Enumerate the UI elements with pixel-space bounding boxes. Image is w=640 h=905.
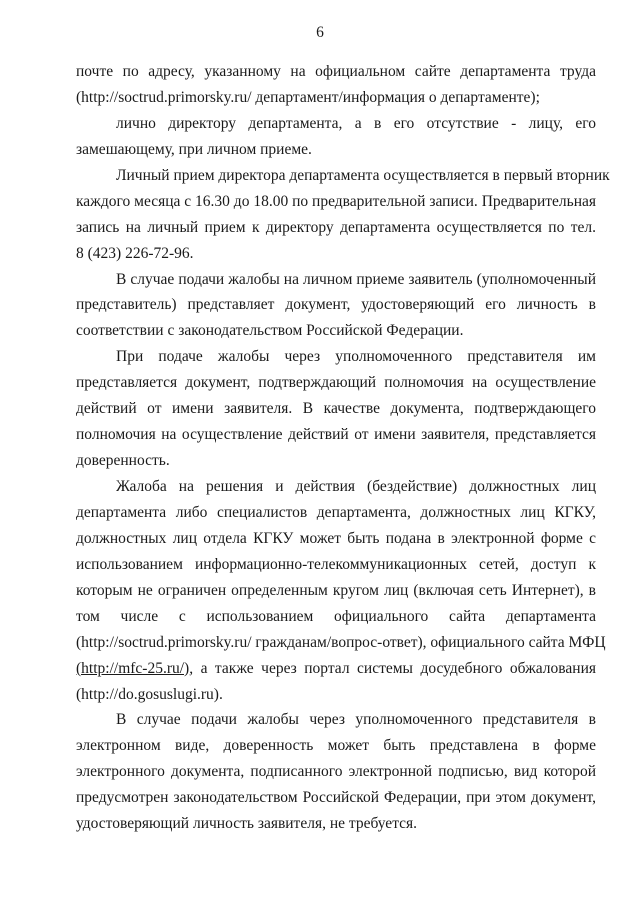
text-line: (http://soctrud.primorsky.ru/ гражданам/вопрос-ответ), официального сайта МФЦ xyxy=(76,633,606,651)
text-fragment: , а также через портал системы досудебного обжалования xyxy=(189,659,596,677)
text-line: департамента либо специалистов департамента, должностных лиц КГКУ, xyxy=(76,503,596,521)
text-line: электронном виде, доверенность может быть представлена в форме xyxy=(76,737,596,755)
document-body xyxy=(76,59,610,837)
text-line: почте по адресу, указанному на официальном сайте департамента труда xyxy=(76,63,596,80)
text-line: В случае подачи жалобы через уполномоченного представителя в xyxy=(116,711,596,729)
text-line: 8 (423) 226-72-96. xyxy=(76,244,194,262)
text-line: замешающему, при личном приеме. xyxy=(76,140,312,158)
text-line: представляется документ, подтверждающий полномочия на осуществление xyxy=(76,374,596,392)
text-line: лично директору департамента, а в его отсутствие - лицу, его xyxy=(116,114,596,132)
text-line: При подаче жалобы через уполномоченного представителя им xyxy=(116,348,596,366)
page-number: 6 xyxy=(316,24,324,41)
text-line: действий от имени заявителя. В качестве документа, подтверждающего xyxy=(76,400,596,418)
text-line: (http://do.gosuslugi.ru). xyxy=(76,685,223,703)
text-line: Жалоба на решения и действия (бездействие) должностных лиц xyxy=(116,478,596,495)
text-line: доверенность. xyxy=(76,452,170,470)
text-line: предусмотрен законодательством Российской Федерации, при этом документ, xyxy=(76,789,596,807)
text-line: использованием информационно-телекоммуникационных сетей, доступ к xyxy=(76,555,596,573)
text-line: том числе с использованием официального сайта департамента xyxy=(76,607,596,625)
text-line: каждого месяца с 16.30 до 18.00 по предварительной записи. Предварительная xyxy=(76,192,596,210)
text-line: должностных лиц отдела КГКУ может быть подана в электронной форме с xyxy=(76,529,596,547)
text-line: электронного документа, подписанного электронной подписью, вид которой xyxy=(76,763,596,781)
text-line: (http://soctrud.primorsky.ru/ департамент/информация о департаменте); xyxy=(76,88,540,106)
text-line: полномочия на осуществление действий от имени заявителя, представляется xyxy=(76,426,596,444)
text-line: которым не ограничен определенным кругом лиц (включая сеть Интернет), в xyxy=(76,581,596,599)
text-line: представитель) представляет документ, удостоверяющий его личность в xyxy=(76,296,596,314)
text-line: удостоверяющий личность заявителя, не требуется. xyxy=(76,815,418,833)
text-line xyxy=(76,656,596,682)
text-line: В случае подачи жалобы на личном приеме заявитель (уполномоченный xyxy=(116,270,596,288)
mfc-link[interactable]: (http://mfc-25.ru/) xyxy=(76,659,190,677)
text-line: соответствии с законодательством Российской Федерации. xyxy=(76,322,464,340)
text-line: Личный прием директора департамента осуществляется в первый вторник xyxy=(116,166,610,184)
text-line: запись на личный прием к директору департамента осуществляется по тел. xyxy=(76,218,596,236)
